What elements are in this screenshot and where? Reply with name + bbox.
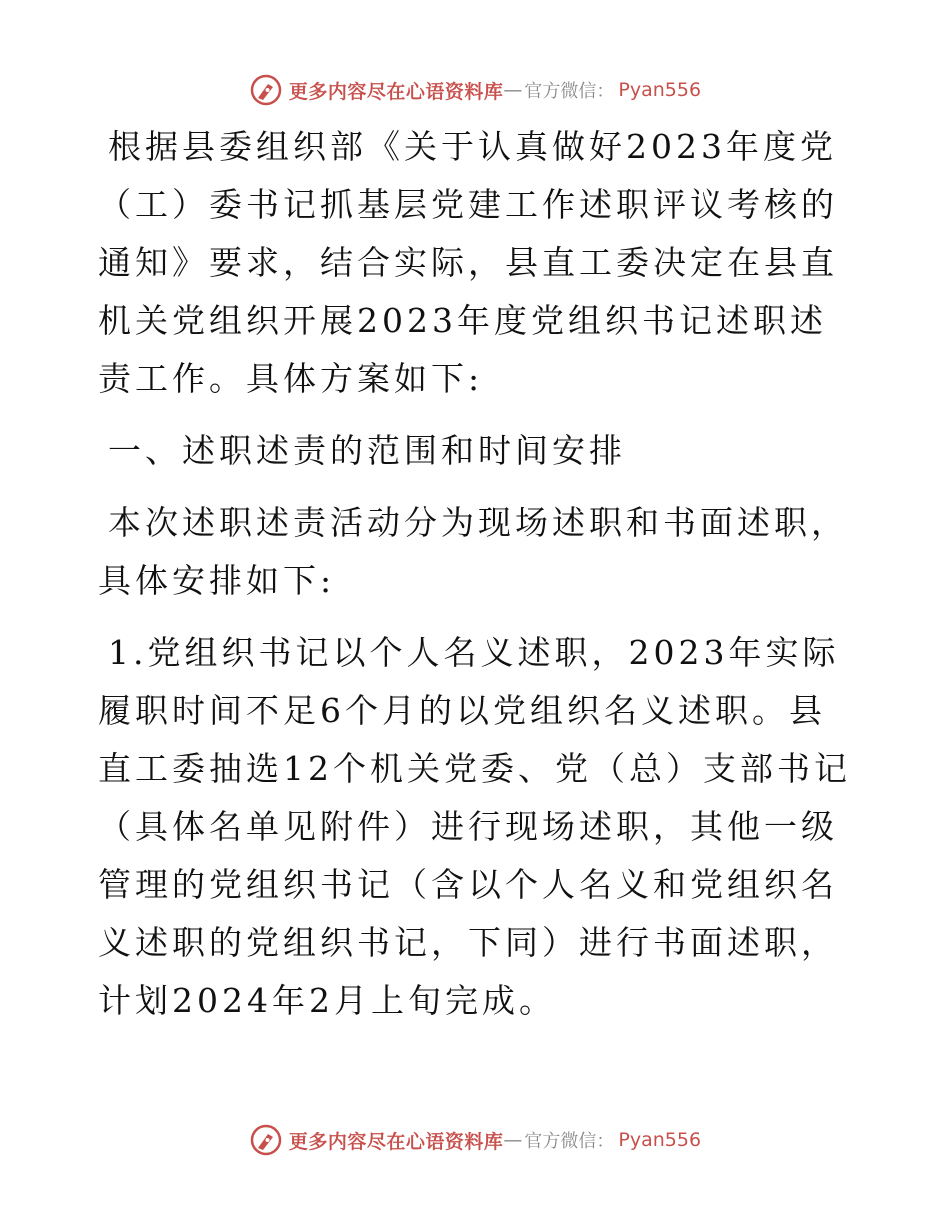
watermark-wechat-label: 官方微信： (524, 1131, 615, 1152)
section-heading: 一、述职述责的范围和时间安排 (108, 431, 626, 470)
watermark-brand: 更多内容尽在心语资料库 (288, 1130, 504, 1153)
watermark-footer (0, 1120, 950, 1160)
pen-nib-circle-icon (249, 73, 283, 107)
watermark-wechat-label: 官方微信： (524, 81, 615, 102)
watermark-separator: — (503, 79, 523, 101)
watermark-wechat-id: Pyan556 (618, 1129, 702, 1151)
watermark-separator: — (503, 1129, 523, 1151)
document-body (98, 118, 858, 1044)
watermark-wechat-id: Pyan556 (618, 79, 702, 101)
intro-paragraph: 根据县委组织部《关于认真做好2023年度党（工）委书记抓基层党建工作述职评议考核的通知》要求，结合实际，县直工委决定在县直机关党组织开展2023年度党组织书记述职述责工作。具体方案如下: (98, 127, 838, 398)
watermark-brand: 更多内容尽在心语资料库 (288, 80, 504, 103)
section-intro-paragraph: 本次述职述责活动分为现场述职和书面述职，具体安排如下: (98, 503, 848, 600)
pen-nib-circle-icon (249, 1123, 283, 1157)
list-item-1: 1.党组织书记以个人名义述职，2023年实际履职时间不足6个月的以党组织名义述职。县直工委抽选12个机关党委、党（总）支部书记（具体名单见附件）进行现场述职，其他一级管理的党组织书记（含以个人名义和党组织名义述职的党组织书记，下同）进行书面述职，计划2024年2月上旬完成。 (98, 633, 851, 1020)
watermark-header (0, 70, 950, 110)
